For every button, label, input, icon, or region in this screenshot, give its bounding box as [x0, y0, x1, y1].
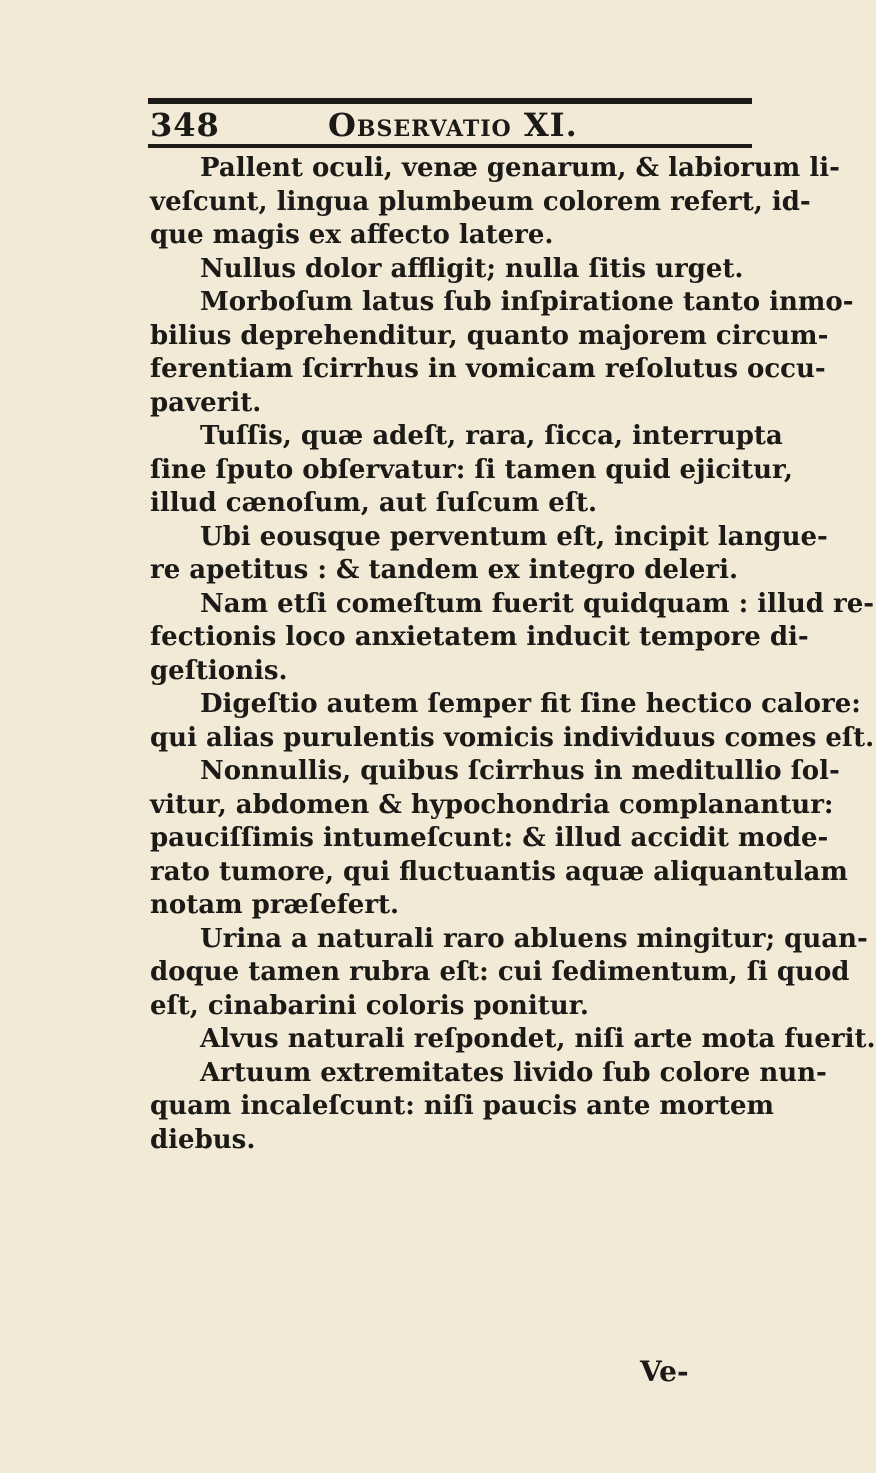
text-line: Artuum extremitates livido ſub colore nun- — [200, 1057, 827, 1088]
text-line: doque tamen rubra eſt: cui ſedimentum, ſi quod — [150, 957, 850, 987]
header-rule-top — [148, 98, 752, 104]
text-line: Ubi eousque perventum eſt, incipit langue- — [200, 521, 828, 552]
text-line: eſt, cinabarini coloris ponitur. — [150, 990, 589, 1021]
text-line: veſcunt, lingua plumbeum colorem refert, id- — [150, 186, 811, 217]
text-line: qui alias purulentis vomicis individuus comes eſt. — [150, 722, 875, 753]
text-line: vitur, abdomen & hypochondria complanantur: — [150, 789, 834, 820]
text-line: Nullus dolor affligit; nulla ſitis urget. — [200, 253, 744, 284]
text-line: ferentiam ſcirrhus in vomicam reſolutus occu- — [150, 354, 826, 384]
text-line: Tuſſis, quæ adeſt, rara, ſicca, interrupta — [200, 421, 783, 451]
text-line: Urina a naturali raro abluens mingitur; quan- — [200, 923, 868, 954]
text-line: pauciſſimis intumeſcunt: & illud accidit mode- — [150, 823, 829, 853]
page-header — [150, 106, 750, 144]
text-line: que magis ex affecto latere. — [150, 220, 554, 250]
text-line: rato tumore, qui fluctuantis aquæ aliquantulam — [150, 856, 848, 887]
text-line: notam præſefert. — [150, 890, 400, 920]
text-line: geſtionis. — [150, 655, 288, 686]
text-line: illud cænoſum, aut ſuſcum eſt. — [150, 488, 598, 518]
text-line: quam incaleſcunt: niſi paucis ante mortem — [150, 1091, 775, 1121]
page-number: 348 — [150, 106, 220, 144]
text-line: Morboſum latus ſub inſpiratione tanto inmo- — [200, 287, 854, 317]
text-line: paverit. — [150, 387, 262, 418]
text-line: fectionis loco anxietatem inducit tempore di- — [150, 622, 809, 652]
text-line: re apetitus : & tandem ex integro deleri. — [150, 555, 739, 585]
body-text — [150, 152, 876, 1157]
text-line: Nonnullis, quibus ſcirrhus in meditullio ſol- — [200, 756, 840, 786]
running-title: Observatio XI. — [328, 106, 578, 144]
header-rule-bottom — [148, 144, 752, 148]
text-line: diebus. — [150, 1124, 256, 1155]
catchword: Ve- — [640, 1355, 689, 1388]
text-line: Nam etſi comeſtum fuerit quidquam : illud re- — [200, 588, 875, 619]
text-line: bilius deprehenditur, quanto majorem circum- — [150, 320, 829, 351]
text-line: Digeſtio autem ſemper fit ſine hectico calore: — [200, 689, 861, 719]
text-line: Pallent oculi, venæ genarum, & labiorum li- — [200, 153, 840, 183]
text-line: Alvus naturali reſpondet, niſi arte mota fuerit. — [200, 1024, 876, 1054]
text-line: ſine ſputo obſervatur: ſi tamen quid ejicitur, — [150, 454, 793, 485]
